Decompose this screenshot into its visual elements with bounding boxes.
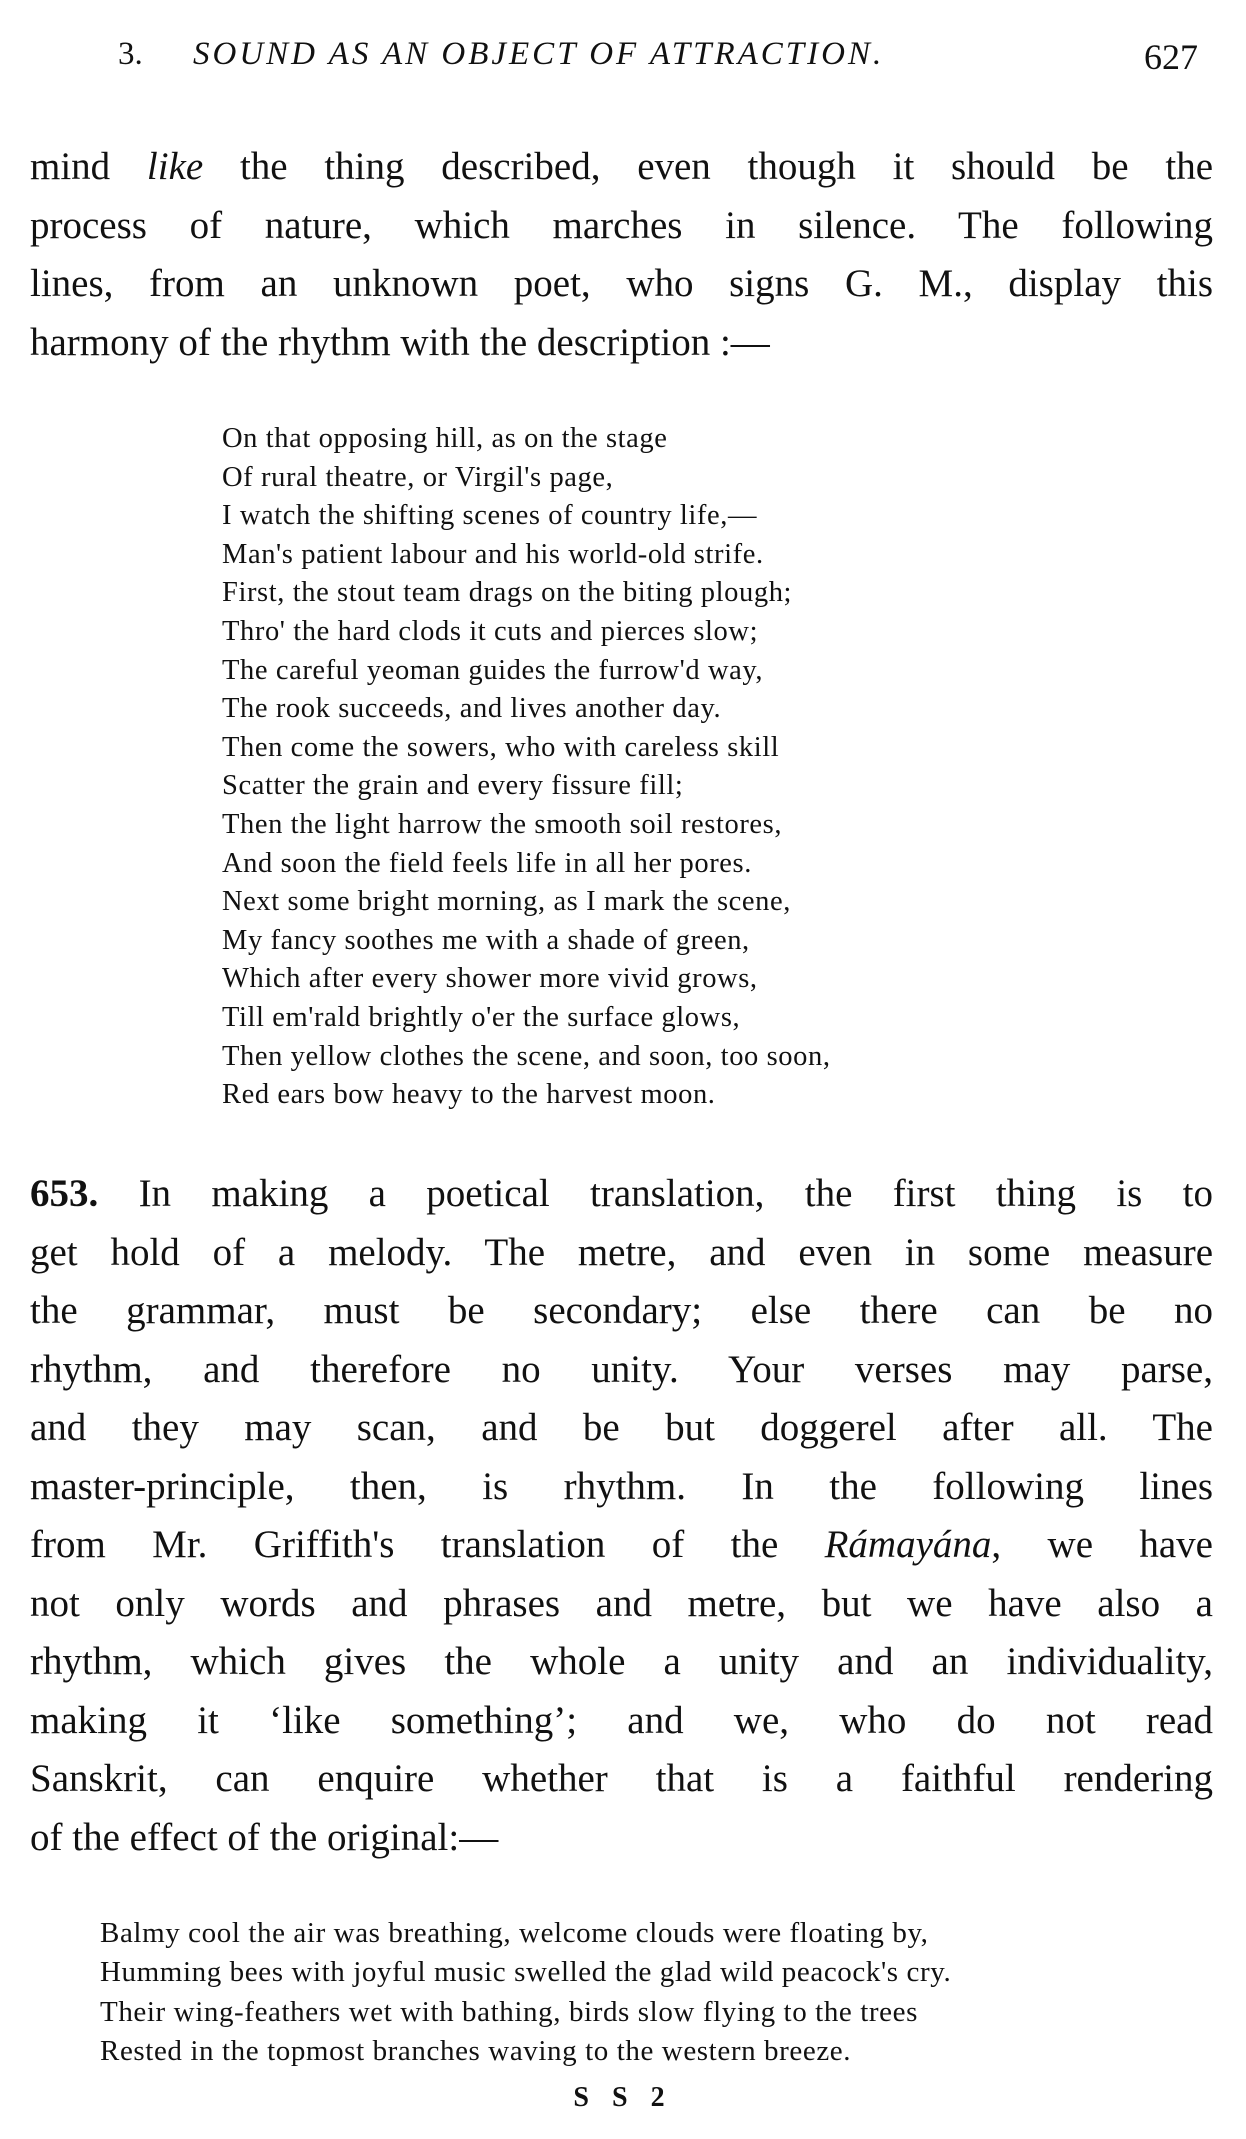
verse-line: Scatter the grain and every fissure fill;	[222, 770, 684, 802]
page-number: 627	[1144, 37, 1198, 77]
verse-line: Their wing-feathers wet with bathing, birds slow flying to the trees	[100, 1995, 918, 2028]
verse-line: I watch the shifting scenes of country life,—	[222, 500, 758, 532]
verse-line: My fancy soothes me with a shade of green,	[222, 924, 750, 956]
running-header	[118, 36, 1198, 86]
signature-mark: S S 2	[573, 2082, 673, 2113]
poem-block-2	[100, 1914, 951, 2071]
verse-line: Balmy cool the air was breathing, welcome clouds were floating by,	[100, 1917, 929, 1949]
text-line: rhythm, and therefore no unity. Your verses may parse,	[30, 1347, 1213, 1391]
text-line: and they may scan, and be but doggerel after all. The	[30, 1406, 1213, 1449]
verse-line: Then the light harrow the smooth soil restores,	[222, 808, 783, 840]
verse-line: First, the stout team drags on the biting plough;	[222, 577, 793, 609]
verse-line: Next some bright morning, as I mark the scene,	[222, 886, 791, 918]
verse-line: On that opposing hill, as on the stage	[222, 423, 668, 454]
text-line: 653. In making a poetical translation, the first thing is to	[30, 1172, 1213, 1215]
verse-line: Then come the sowers, who with careless skill	[222, 731, 780, 763]
verse-line: Red ears bow heavy to the harvest moon.	[222, 1079, 716, 1111]
emphasis: Rámayána	[824, 1523, 992, 1566]
verse-line: Rested in the topmost branches waving to the western breeze.	[100, 2034, 852, 2067]
text-line: harmony of the rhythm with the description :—	[30, 320, 770, 364]
text-line: master-principle, then, is rhythm. In the following lines	[30, 1464, 1213, 1508]
text-line: the grammar, must be secondary; else there can be no	[30, 1289, 1213, 1332]
verse-line: Humming bees with joyful music swelled the glad wild peacock's cry.	[100, 1956, 952, 1989]
verse-line: And soon the field feels life in all her pores.	[222, 847, 752, 879]
text-line: process of nature, which marches in silence. The following	[30, 203, 1213, 247]
section-number: 3.	[118, 36, 143, 72]
verse-line: Thro' the hard clods it cuts and pierces slow;	[222, 615, 759, 647]
text-line: of the effect of the original:—	[30, 1815, 499, 1859]
verse-line: Till em'rald brightly o'er the surface glows,	[222, 1001, 741, 1033]
text-line: lines, from an unknown poet, who signs G. M., display this	[30, 262, 1213, 305]
verse-line: Which after every shower more vivid grows,	[222, 963, 758, 995]
text-line: not only words and phrases and metre, but we have also a	[30, 1581, 1213, 1625]
text-line: get hold of a melody. The metre, and even in some measure	[30, 1230, 1213, 1274]
text-line: rhythm, which gives the whole a unity and an individuality,	[30, 1640, 1213, 1683]
verse-line: The careful yeoman guides the furrow'd way,	[222, 654, 764, 686]
running-title: SOUND AS AN OBJECT OF ATTRACTION.	[193, 36, 885, 72]
paragraph-653	[30, 1165, 1213, 1867]
text-line: from Mr. Griffith's translation of the Rámayána, we have	[30, 1523, 1213, 1566]
text-line: Sanskrit, can enquire whether that is a faithful rendering	[30, 1757, 1213, 1800]
poem-block-1	[222, 420, 831, 1115]
verse-line: Of rural theatre, or Virgil's page,	[222, 461, 614, 493]
paragraph-number: 653.	[30, 1172, 99, 1215]
emphasis: like	[146, 145, 204, 188]
intro-paragraph	[30, 138, 1213, 372]
verse-line: Man's patient labour and his world-old strife.	[222, 538, 764, 570]
verse-line: The rook succeeds, and lives another day.	[222, 693, 722, 725]
verse-line: Then yellow clothes the scene, and soon, too soon,	[222, 1040, 831, 1072]
text-line: mind like the thing described, even though it should be the	[30, 145, 1214, 188]
text-line: making it ‘like something’; and we, who do not read	[30, 1698, 1213, 1742]
